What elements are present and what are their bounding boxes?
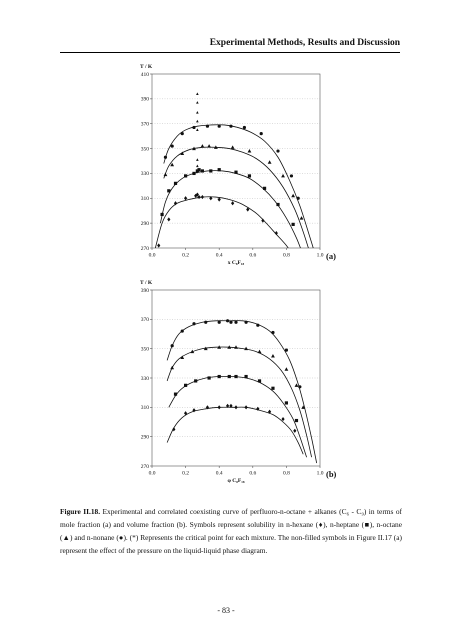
y-tick-label: 370 — [140, 121, 149, 128]
data-point — [226, 319, 229, 322]
correlation-curve — [169, 376, 307, 457]
data-point — [300, 216, 304, 220]
data-point — [218, 125, 221, 128]
data-point — [293, 429, 296, 433]
y-tick-label: 270 — [140, 463, 149, 470]
data-point — [218, 321, 221, 324]
data-point — [218, 375, 221, 378]
x-tick-label: 0.6 — [249, 252, 257, 259]
data-point — [196, 128, 199, 131]
data-point — [192, 172, 195, 175]
y-tick-label: 290 — [140, 434, 149, 441]
data-point — [234, 171, 237, 174]
data-point — [196, 111, 199, 114]
data-point — [258, 379, 261, 382]
data-point — [263, 187, 266, 190]
y-tick-label: 330 — [140, 375, 149, 382]
data-point — [248, 174, 251, 177]
data-point — [271, 387, 274, 390]
data-point — [244, 405, 247, 409]
data-point — [271, 331, 274, 334]
data-point — [184, 384, 187, 387]
x-axis-label: φ C₈F₁₈ — [227, 478, 245, 484]
correlation-curve — [167, 407, 303, 454]
data-point — [181, 132, 184, 135]
data-point — [160, 213, 163, 216]
data-point — [192, 322, 195, 325]
data-point — [248, 149, 252, 153]
y-tick-label: 410 — [140, 71, 149, 78]
data-point — [164, 156, 167, 159]
data-point — [196, 164, 199, 167]
data-point — [291, 194, 295, 198]
data-point — [256, 324, 259, 327]
data-point — [201, 169, 204, 172]
x-tick-label: 1.0 — [316, 470, 324, 477]
data-point — [276, 203, 279, 206]
caption-lead: Figure II.18. — [60, 507, 101, 516]
data-point — [164, 173, 168, 177]
x-tick-label: 0.0 — [148, 470, 156, 477]
data-point — [234, 321, 237, 324]
data-point — [201, 144, 205, 148]
data-point — [261, 219, 264, 223]
data-point — [234, 345, 238, 349]
panel-label: (a) — [326, 251, 336, 261]
data-point — [209, 169, 212, 172]
data-point — [218, 405, 221, 409]
data-point — [184, 174, 187, 177]
data-point — [206, 125, 209, 128]
panel-label: (b) — [326, 469, 337, 479]
data-point — [181, 329, 184, 332]
correlation-curve — [164, 125, 317, 259]
data-point — [234, 375, 237, 378]
data-point — [207, 144, 211, 148]
x-tick-label: 0.0 — [148, 252, 156, 259]
y-tick-label: 310 — [140, 405, 149, 412]
data-point — [271, 354, 275, 358]
data-point — [244, 347, 248, 351]
data-point — [295, 419, 298, 422]
figure-caption — [60, 505, 402, 557]
series-curves — [155, 125, 316, 259]
y-tick-label: 310 — [140, 196, 149, 203]
x-tick-label: 0.8 — [282, 252, 290, 259]
data-point — [170, 366, 174, 370]
y-tick-label: 390 — [140, 287, 149, 294]
x-tick-label: 0.2 — [182, 470, 190, 477]
data-point — [229, 321, 232, 324]
data-point — [290, 174, 293, 177]
caption-text: Experimental and correlated coexisting curve of perfluoro-n-octane + alkanes (C₆ - C₉) in terms of mole fraction (a) and volume fraction (b). Symbols represent solubility in n-hexane (♦), n-heptane (■), n-octane (▲) and n-nonane (●). (*) Represents the critical point for each mixture. The non-filled symbols in Figure II.17 (a) represent the effect of the pressure on the liquid-liquid phase diagram. — [60, 507, 402, 555]
y-tick-label: 390 — [140, 96, 149, 103]
data-point — [204, 321, 207, 324]
data-point — [228, 375, 231, 378]
data-point — [292, 223, 295, 226]
data-point — [285, 349, 288, 352]
data-point — [231, 145, 235, 149]
page-number: - 83 - — [217, 606, 235, 615]
data-point — [231, 201, 234, 205]
plot-frame — [152, 74, 320, 248]
y-axis-label: T / K — [140, 280, 153, 286]
data-point — [192, 126, 195, 129]
data-point — [258, 350, 262, 354]
y-tick-label: 350 — [140, 146, 149, 153]
data-point — [276, 149, 279, 152]
data-point — [229, 125, 232, 128]
data-point — [285, 401, 288, 404]
data-point — [244, 321, 247, 324]
x-axis-label: x C₈F₁₈ — [227, 260, 245, 266]
data-point — [243, 126, 246, 129]
correlation-curve — [160, 171, 303, 256]
data-point — [167, 217, 170, 221]
x-tick-label: 1.0 — [316, 252, 324, 259]
data-point — [201, 195, 204, 199]
data-point — [194, 379, 197, 382]
y-axis-label: T / K — [140, 64, 153, 70]
y-tick-label: 370 — [140, 317, 149, 324]
x-tick-label: 0.8 — [282, 470, 290, 477]
data-point — [234, 405, 237, 409]
data-point — [157, 243, 160, 247]
data-point — [197, 168, 200, 171]
data-point — [218, 168, 221, 171]
correlation-curve — [167, 347, 311, 457]
data-point — [268, 160, 272, 164]
data-point — [275, 231, 278, 235]
correlation-curve — [155, 197, 294, 258]
data-point — [171, 144, 174, 147]
y-tick-label: 350 — [140, 346, 149, 353]
x-tick-label: 0.2 — [182, 252, 190, 259]
x-tick-label: 0.4 — [215, 470, 223, 477]
data-point — [196, 158, 199, 161]
data-point — [171, 344, 174, 347]
data-point — [244, 375, 247, 378]
data-point — [196, 120, 199, 123]
correlation-curve — [167, 321, 317, 463]
data-point — [172, 427, 175, 431]
series-curves — [167, 321, 317, 463]
data-point — [285, 367, 289, 371]
header-rule — [60, 52, 400, 53]
y-tick-label: 290 — [140, 220, 149, 227]
data-point — [297, 197, 300, 200]
data-point — [196, 92, 199, 95]
data-point — [196, 101, 199, 104]
y-tick-label: 330 — [140, 171, 149, 178]
chart-b — [0, 278, 452, 508]
data-point — [167, 189, 170, 192]
data-point — [174, 182, 177, 185]
data-point — [174, 393, 177, 396]
data-point — [281, 174, 285, 178]
running-header: Experimental Methods, Results and Discussion — [209, 38, 400, 48]
x-tick-label: 0.4 — [215, 252, 223, 259]
data-point — [298, 385, 301, 388]
x-tick-label: 0.6 — [249, 470, 257, 477]
data-point — [208, 376, 211, 379]
data-point — [260, 132, 263, 135]
y-tick-label: 270 — [140, 245, 149, 252]
